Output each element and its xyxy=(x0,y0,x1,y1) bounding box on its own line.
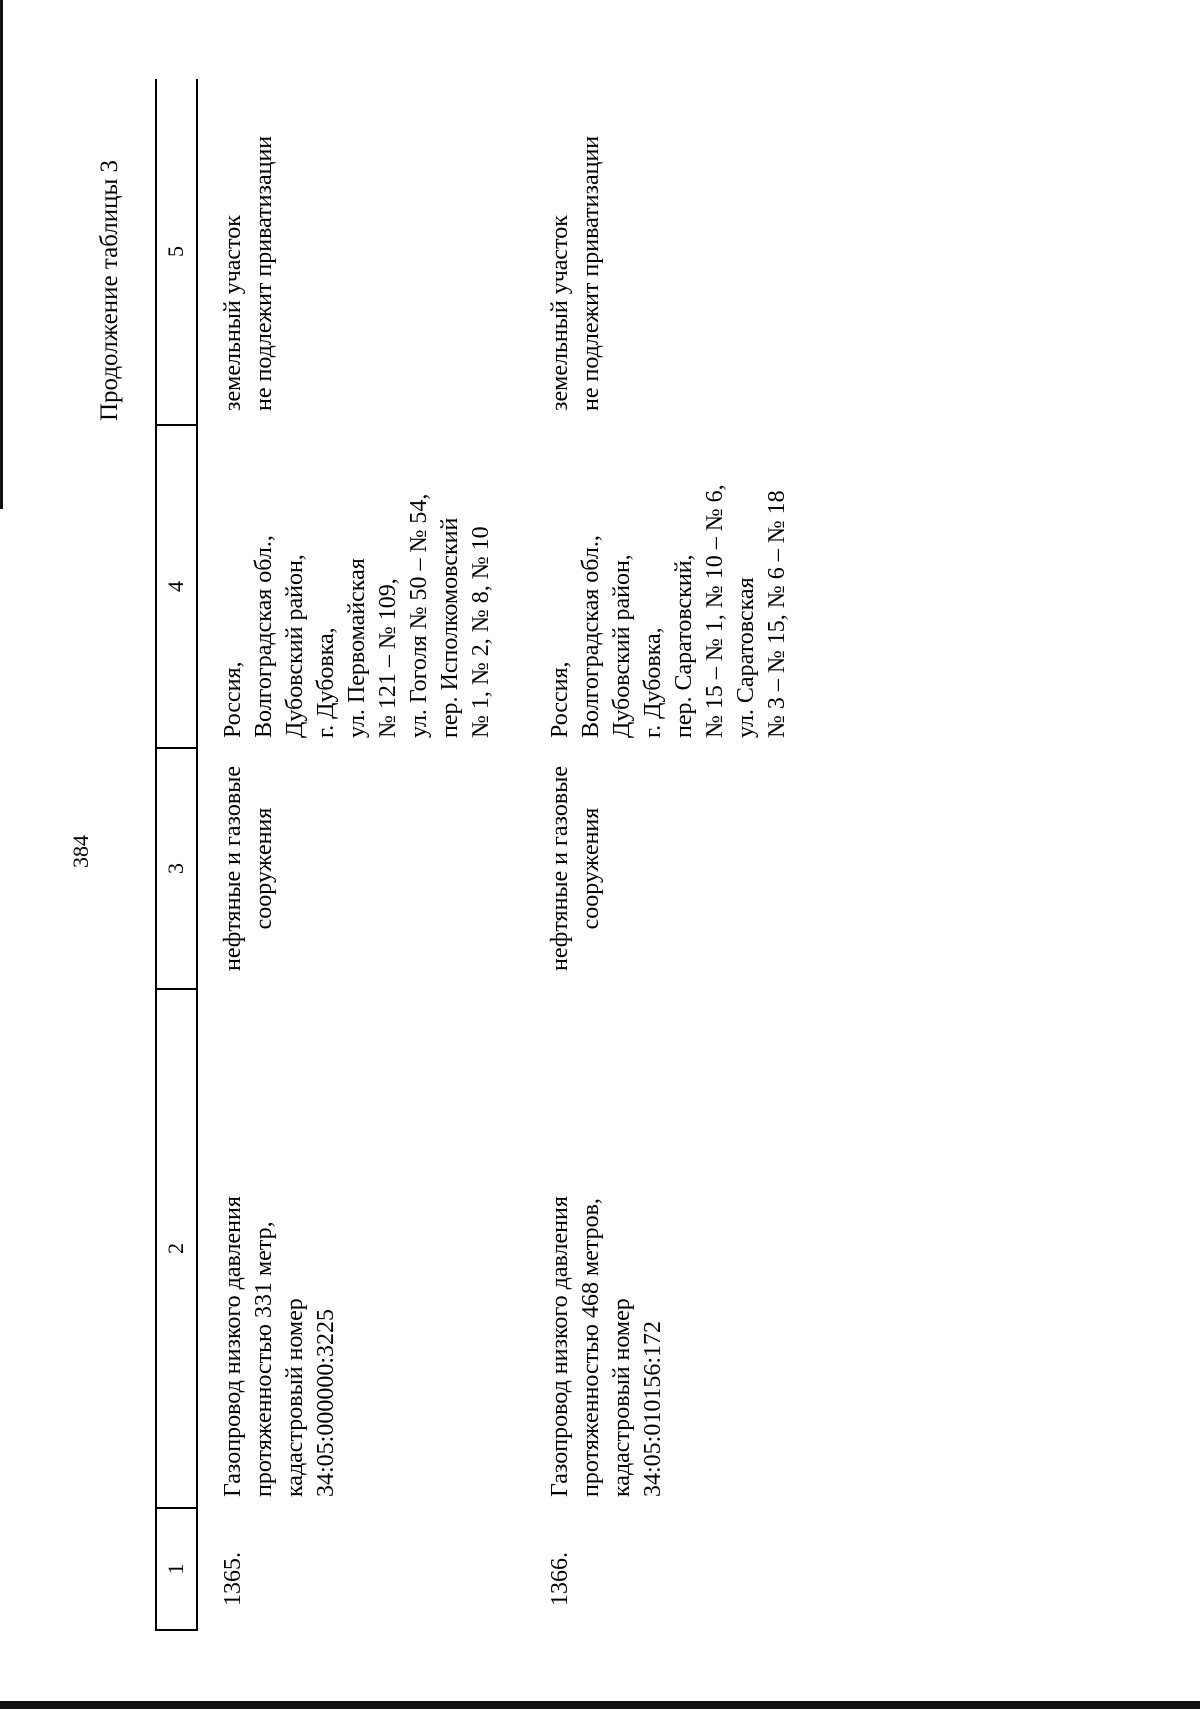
column-header-1: 1 xyxy=(163,1563,188,1575)
note-line: земельный участок xyxy=(547,215,573,411)
row-1365-note xyxy=(218,136,280,411)
row-1366-name xyxy=(545,1196,669,1497)
name-line: кадастровый номер xyxy=(609,1298,635,1497)
address-line: ул. Гоголя № 50 – № 54, xyxy=(406,493,432,738)
column-header-3: 3 xyxy=(163,863,188,874)
address-line: Дубовский район, xyxy=(282,554,308,738)
address-line: № 3 – № 15, № 6 – № 18 xyxy=(764,490,790,738)
table-header-bottom-rule xyxy=(196,79,198,1631)
name-line: 34:05:000000:3225 xyxy=(313,1308,339,1497)
table-top-rule xyxy=(155,79,157,1631)
row-1366-number: 1366. xyxy=(547,1552,573,1606)
address-line: Волгоградская обл., xyxy=(251,535,277,738)
row-1366-address xyxy=(545,484,793,738)
row-1365-name xyxy=(218,1196,342,1497)
name-line: 34:05:010156:172 xyxy=(640,1320,666,1497)
row-1365-number: 1365. xyxy=(220,1552,246,1606)
address-line: пер. Исполкомовский xyxy=(437,517,463,738)
note-line: не подлежит приватизации xyxy=(578,135,604,411)
page-number: 384 xyxy=(68,835,93,868)
name-line: кадастровый номер xyxy=(282,1298,308,1497)
type-line: сооружения xyxy=(251,807,277,930)
address-line: Россия, xyxy=(547,661,573,738)
table-left-edge xyxy=(155,1629,198,1631)
name-line: Газопровод низкого давления xyxy=(547,1196,573,1497)
address-line: г. Дубовка, xyxy=(640,627,666,738)
address-line: Россия, xyxy=(220,661,246,738)
address-line: № 15 – № 1, № 10 – № 6, xyxy=(702,484,728,738)
address-line: № 1, № 2, № 8, № 10 xyxy=(468,526,494,738)
name-line: протяженностью 468 метров, xyxy=(578,1198,604,1497)
address-line: Волгоградская обл., xyxy=(578,535,604,738)
type-line: нефтяные и газовые xyxy=(220,766,246,971)
address-line: Дубовский район, xyxy=(609,554,635,738)
type-line: сооружения xyxy=(578,807,604,930)
table-caption: Продолжение таблицы 3 xyxy=(96,159,123,421)
note-line: земельный участок xyxy=(220,215,246,411)
address-line: г. Дубовка, xyxy=(313,627,339,738)
note-line: не подлежит приватизации xyxy=(251,135,277,411)
row-1365-type xyxy=(218,749,280,988)
column-header-4: 4 xyxy=(163,581,188,592)
scan-border xyxy=(0,1701,1200,1709)
name-line: Газопровод низкого давления xyxy=(220,1196,246,1497)
address-line: пер. Саратовский, xyxy=(671,554,697,738)
address-line: ул. Первомайская xyxy=(344,558,370,738)
row-1366-note xyxy=(545,136,607,411)
row-1366-type xyxy=(545,749,607,988)
address-line: № 121 – № 109, xyxy=(375,578,401,738)
column-header-5: 5 xyxy=(163,246,188,257)
type-line: нефтяные и газовые xyxy=(547,766,573,971)
column-header-2: 2 xyxy=(163,1243,188,1254)
address-line: ул. Саратовская xyxy=(733,577,759,738)
name-line: протяженностью 331 метр, xyxy=(251,1221,277,1497)
scan-border xyxy=(0,0,3,509)
row-1365-address xyxy=(218,494,497,738)
